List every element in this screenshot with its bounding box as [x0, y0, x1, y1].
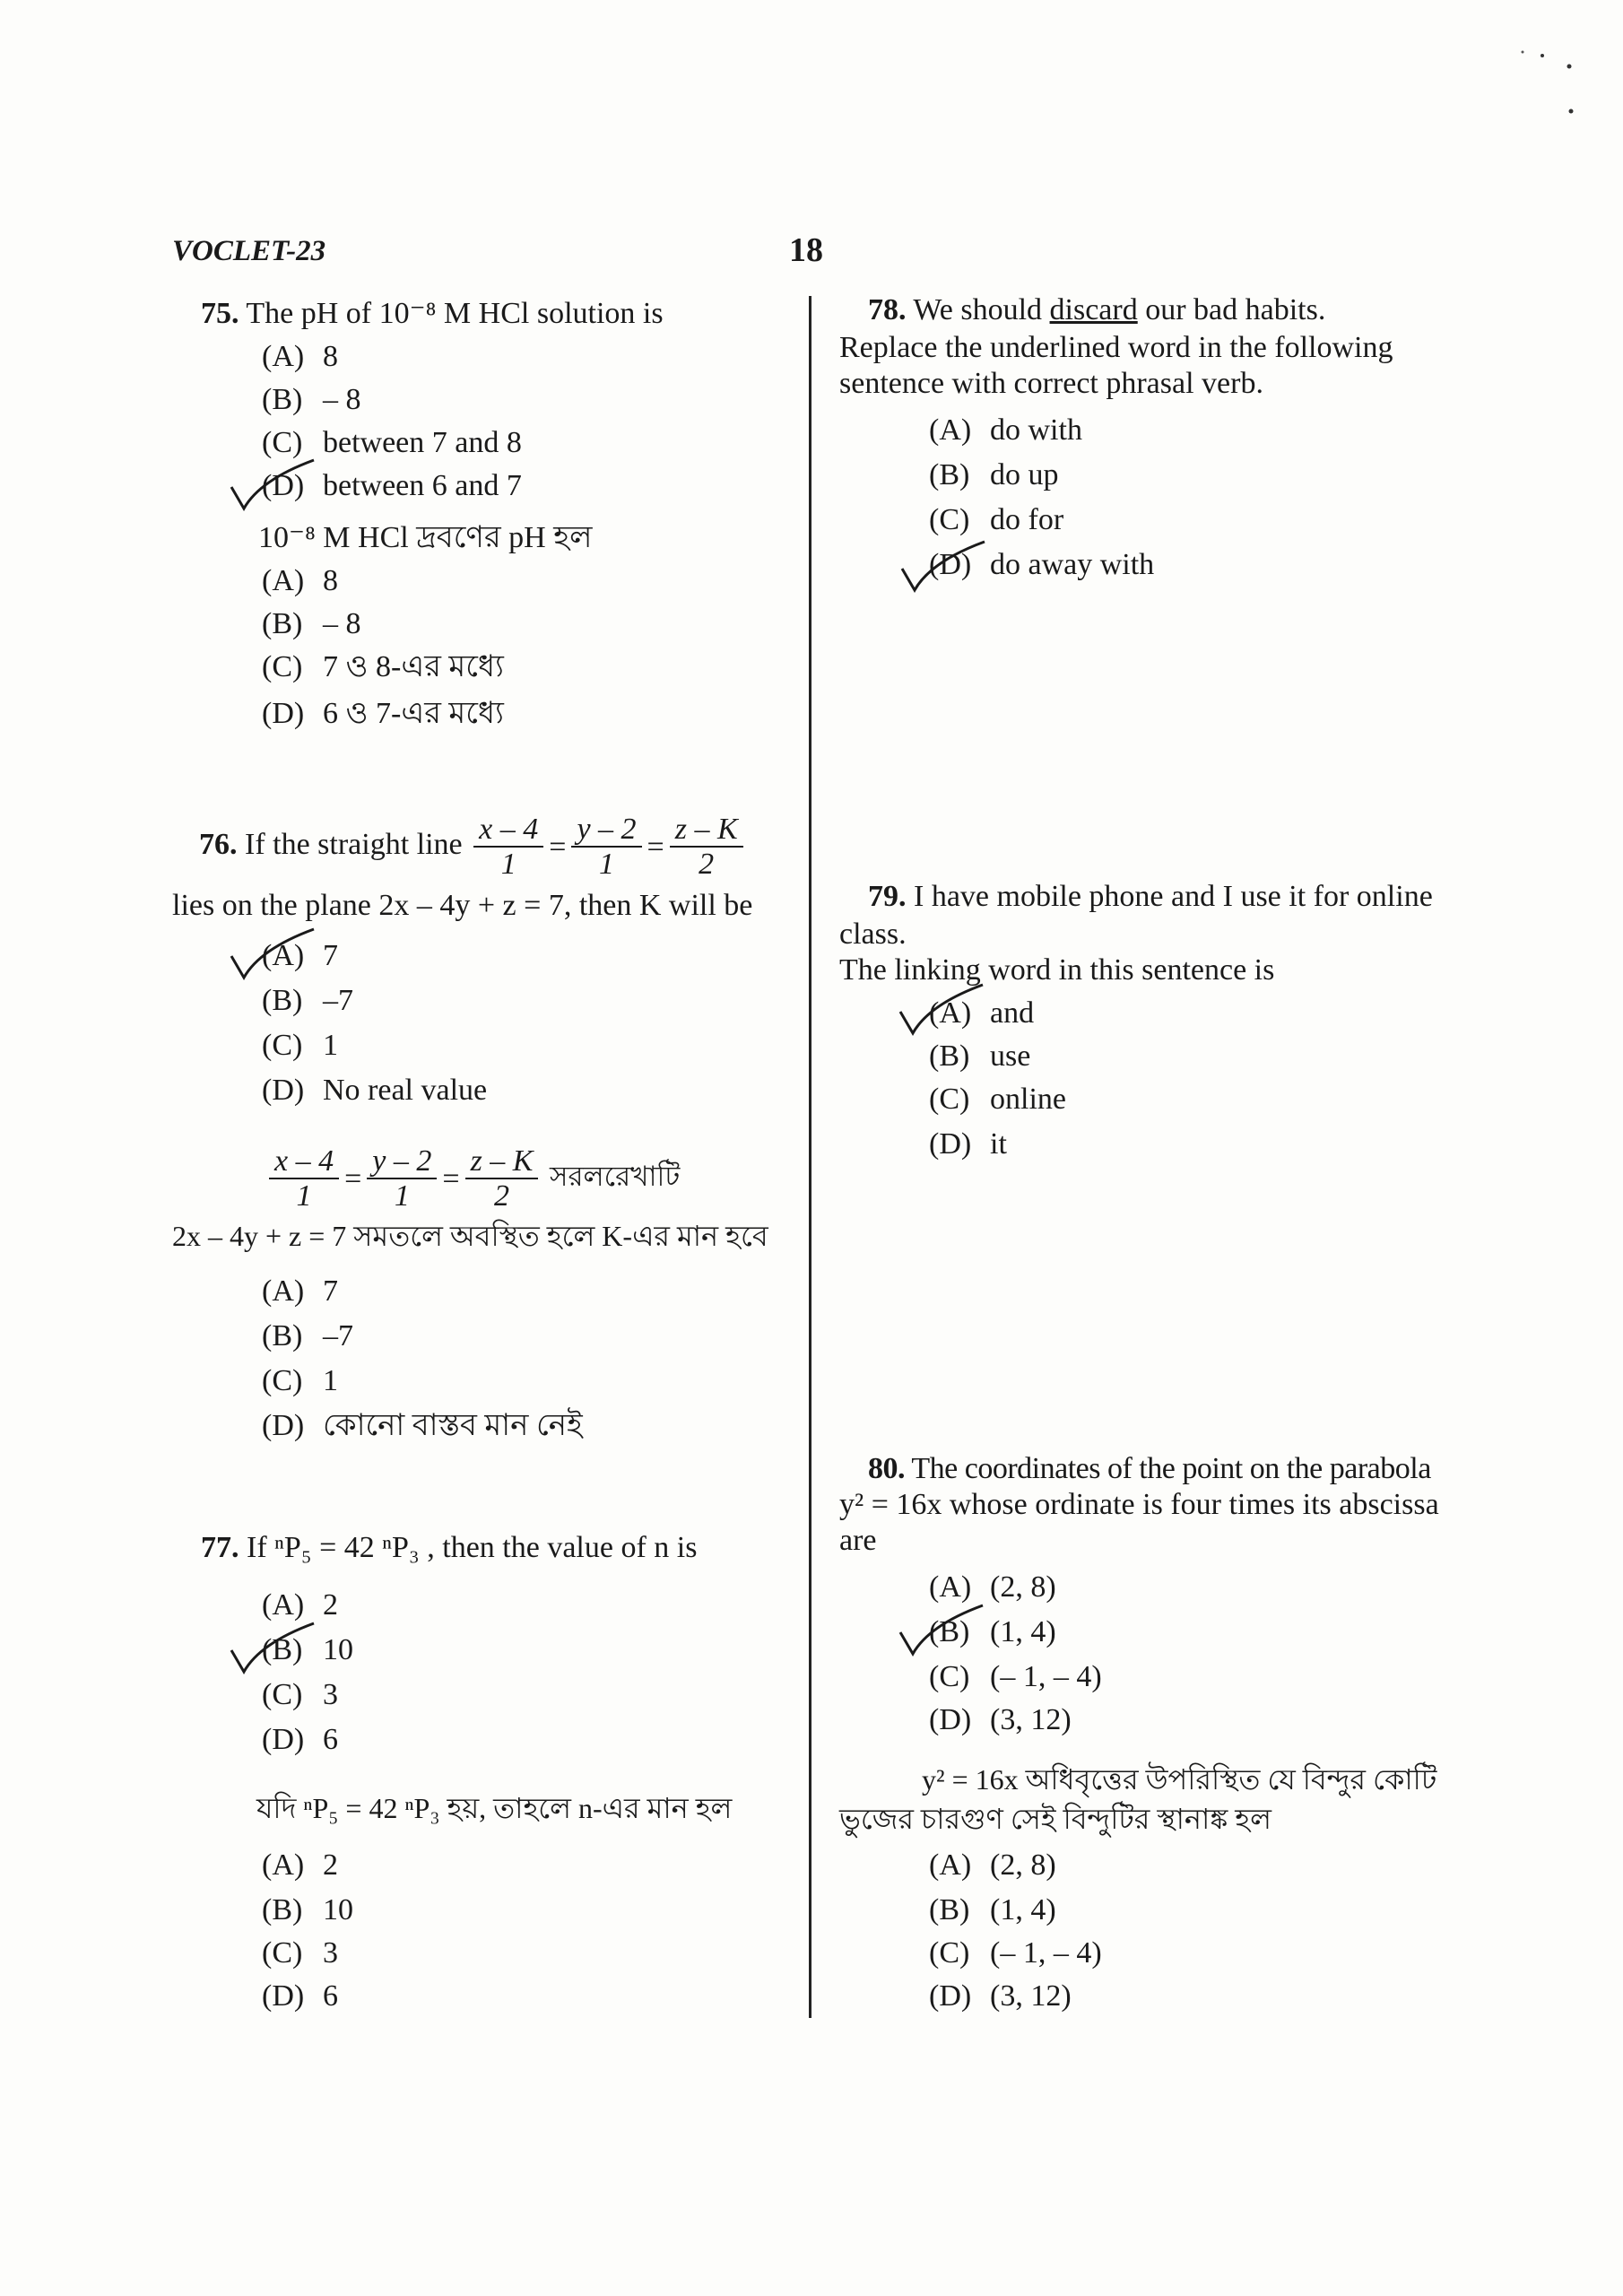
q78-option-c[interactable]: (C) do for	[929, 503, 1064, 536]
q77-question-en	[201, 1530, 697, 1565]
q75-question-en	[201, 296, 664, 331]
q77-bn-option-b[interactable]: (B) 10	[262, 1893, 353, 1926]
q75-option-c[interactable]: (C) between 7 and 8	[262, 426, 522, 459]
q80-bn-option-b[interactable]: (B) (1, 4)	[929, 1893, 1056, 1926]
q75-question-bn: 10⁻⁸ M HCl দ্রবণের pH হল	[258, 521, 593, 554]
q75-number: 75.	[201, 297, 239, 330]
booklet-code: VOCLET-23	[172, 235, 326, 267]
q75-option-d[interactable]: (D) between 6 and 7	[262, 469, 522, 502]
q76-question-en: 76. If the straight line $\frac{x - 4}{1}$ = $\frac{y - 2}{1}$ = $\frac{z - K}{2}$	[199, 813, 747, 882]
q77-option-b[interactable]: (B) 10	[262, 1633, 353, 1666]
q76-bn-option-c[interactable]: (C) 1	[262, 1364, 338, 1397]
q79-option-a[interactable]: (A) and	[929, 996, 1035, 1030]
q77-number: 77.	[201, 1531, 239, 1564]
q78-number: 78.	[868, 293, 907, 326]
q78-line1: 78. We should discard our bad habits.	[868, 293, 1326, 326]
q75-option-b[interactable]: (B) – 8	[262, 383, 361, 416]
q76-option-c[interactable]: (C) 1	[262, 1029, 338, 1062]
q80-bn-option-d[interactable]: (D) (3, 12)	[929, 1979, 1072, 2013]
q77-question-bn: যদি ⁿP₅ = 42 ⁿP₃ হয়, তাহলে n-এর মান হল	[256, 1792, 733, 1824]
q80-option-b[interactable]: (B) (1, 4)	[929, 1615, 1056, 1648]
q80-option-d[interactable]: (D) (3, 12)	[929, 1703, 1072, 1736]
q76-option-a[interactable]: (A) 7	[262, 939, 338, 972]
q79-line2: class.	[839, 918, 907, 951]
q78-option-d[interactable]: (D) do away with	[929, 548, 1155, 581]
q78-option-a[interactable]: (A) do with	[929, 413, 1082, 447]
tick-mark-icon	[224, 1616, 323, 1679]
q76-bn-option-a[interactable]: (A) 7	[262, 1274, 338, 1308]
tick-mark-icon	[224, 922, 323, 985]
q76-question-bn-b: 2x – 4y + z = 7 সমতলে অবস্থিত হলে K-এর মান হবে	[172, 1220, 768, 1252]
q78-line3: sentence with correct phrasal verb.	[839, 367, 1263, 400]
q76-text-b: lies on the plane 2x – 4y + z = 7, then K will be	[172, 889, 753, 922]
tick-mark-icon	[893, 1598, 992, 1661]
q80-bn-option-a[interactable]: (A) (2, 8)	[929, 1848, 1056, 1882]
q76-option-d[interactable]: (D) No real value	[262, 1074, 488, 1107]
page-number: 18	[789, 231, 823, 269]
q75-bn-option-d[interactable]: (D) 6 ও 7-এর মধ্যে	[262, 697, 504, 730]
q77-option-c[interactable]: (C) 3	[262, 1678, 338, 1711]
q78-line2: Replace the underlined word in the following	[839, 331, 1393, 364]
q75-bn-option-a[interactable]: (A) 8	[262, 564, 338, 597]
q79-option-b[interactable]: (B) use	[929, 1039, 1031, 1073]
q77-bn-option-d[interactable]: (D) 6	[262, 1979, 338, 2013]
q75-option-a[interactable]: (A) 8	[262, 340, 338, 373]
q75-bn-option-c[interactable]: (C) 7 ও 8-এর মধ্যে	[262, 650, 504, 683]
q77-bn-option-c[interactable]: (C) 3	[262, 1936, 338, 1970]
tick-mark-icon	[224, 453, 323, 516]
q76-number: 76.	[199, 828, 238, 862]
q80-line2: y² = 16x whose ordinate is four times its abscissa	[839, 1488, 1439, 1521]
q77-text: If ⁿP₅ = 42 ⁿP₃ , then the value of n is	[247, 1531, 698, 1564]
q76-question-bn-a: $\frac{x - 4}{1}$ = $\frac{y - 2}{1}$ = $\frac{z - K}{2}$ সরলরেখাটি	[265, 1144, 680, 1213]
q80-line3: are	[839, 1524, 877, 1557]
q79-line1: 79. I have mobile phone and I use it for online	[868, 880, 1433, 913]
q79-option-c[interactable]: (C) online	[929, 1083, 1066, 1116]
q80-bn-option-c[interactable]: (C) (– 1, – 4)	[929, 1936, 1102, 1970]
q80-option-c[interactable]: (C) (– 1, – 4)	[929, 1660, 1102, 1693]
q75-bn-option-b[interactable]: (B) – 8	[262, 607, 361, 640]
underlined-word: discard	[1049, 293, 1138, 326]
q76-bn-option-b[interactable]: (B) –7	[262, 1319, 353, 1352]
q80-option-a[interactable]: (A) (2, 8)	[929, 1570, 1056, 1604]
q80-number: 80.	[868, 1452, 905, 1485]
q79-option-d[interactable]: (D) it	[929, 1127, 1007, 1161]
q77-option-d[interactable]: (D) 6	[262, 1723, 338, 1756]
q78-option-b[interactable]: (B) do up	[929, 458, 1059, 491]
column-divider	[809, 296, 812, 2018]
q79-number: 79.	[868, 880, 907, 913]
q77-option-a[interactable]: (A) 2	[262, 1588, 338, 1622]
fraction-x: $\frac{x - 4}{1}$	[473, 813, 543, 882]
scan-dots	[1515, 36, 1605, 126]
fraction-y: $\frac{y - 2}{1}$	[571, 813, 641, 882]
q77-bn-option-a[interactable]: (A) 2	[262, 1848, 338, 1882]
q75-text: The pH of 10⁻⁸ M HCl solution is	[246, 297, 664, 330]
q76-bn-option-d[interactable]: (D) কোনো বাস্তব মান নেই	[262, 1409, 583, 1442]
q76-text-a: If the straight line	[245, 828, 463, 862]
q76-option-b[interactable]: (B) –7	[262, 984, 353, 1017]
q80-bn-line2: ভুজের চারগুণ সেই বিন্দুটির স্থানাঙ্ক হল	[839, 1803, 1271, 1835]
tick-mark-icon	[895, 535, 994, 597]
q80-bn-line1: y² = 16x অধিবৃত্তের উপরিস্থিত যে বিন্দুর কোটি	[922, 1763, 1437, 1796]
q79-line3: The linking word in this sentence is	[839, 953, 1275, 987]
fraction-z: $\frac{z - K}{2}$	[670, 813, 743, 882]
q80-line1: 80. The coordinates of the point on the parabola	[868, 1452, 1431, 1485]
tick-mark-icon	[893, 978, 992, 1040]
